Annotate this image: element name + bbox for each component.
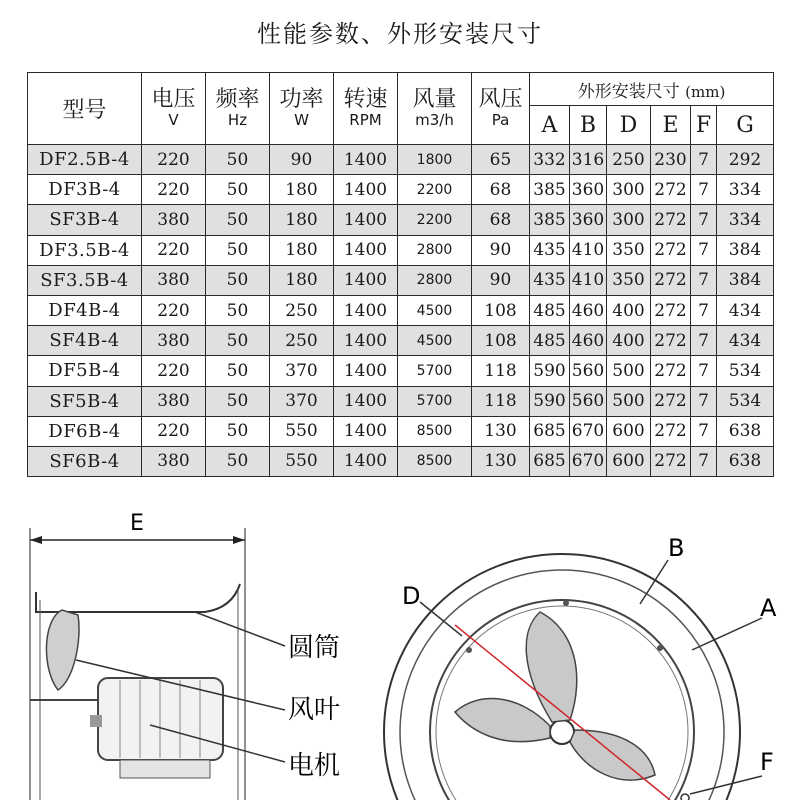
cell-pa: 108 (472, 295, 530, 325)
cell-g: 434 (717, 326, 774, 356)
table-row (28, 295, 774, 325)
cell-d: 350 (607, 265, 651, 295)
label-a: A (760, 594, 777, 622)
cell-model: DF5B-4 (28, 356, 142, 386)
installation-diagram (0, 500, 800, 800)
cell-d: 500 (607, 386, 651, 416)
cell-flow: 8500 (398, 446, 472, 476)
cell-flow: 4500 (398, 326, 472, 356)
cell-hz: 50 (206, 175, 270, 205)
cell-g: 384 (717, 265, 774, 295)
cell-f: 7 (691, 326, 717, 356)
table-row (28, 235, 774, 265)
cell-e: 230 (651, 145, 691, 175)
front-view (384, 534, 777, 800)
cell-w: 370 (270, 356, 334, 386)
header-frequency: 频率 Hz (206, 73, 270, 145)
cell-rpm: 1400 (334, 265, 398, 295)
cell-f: 7 (691, 175, 717, 205)
cell-hz: 50 (206, 205, 270, 235)
cell-rpm: 1400 (334, 326, 398, 356)
cell-hz: 50 (206, 265, 270, 295)
cell-pa: 90 (472, 235, 530, 265)
cell-model: SF3.5B-4 (28, 265, 142, 295)
cell-w: 250 (270, 326, 334, 356)
cell-e: 272 (651, 265, 691, 295)
cell-flow: 2800 (398, 265, 472, 295)
cell-w: 180 (270, 205, 334, 235)
table-row (28, 145, 774, 175)
label-blade: 风叶 (288, 695, 341, 725)
cell-d: 250 (607, 145, 651, 175)
cell-a: 435 (530, 235, 570, 265)
cell-d: 300 (607, 205, 651, 235)
cell-a: 435 (530, 265, 570, 295)
table-row (28, 416, 774, 446)
cell-model: DF2.5B-4 (28, 145, 142, 175)
cell-f: 7 (691, 356, 717, 386)
cell-w: 550 (270, 446, 334, 476)
cell-v: 220 (142, 145, 206, 175)
cell-model: SF3B-4 (28, 205, 142, 235)
cell-flow: 2200 (398, 205, 472, 235)
cell-hz: 50 (206, 145, 270, 175)
cell-hz: 50 (206, 235, 270, 265)
cell-e: 272 (651, 446, 691, 476)
cell-w: 90 (270, 145, 334, 175)
header-dimensions: 外形安装尺寸 (mm) (530, 73, 774, 106)
cell-a: 685 (530, 416, 570, 446)
cell-f: 7 (691, 446, 717, 476)
cell-b: 670 (570, 446, 607, 476)
header-airflow: 风量 m3/h (398, 73, 472, 145)
table-row (28, 175, 774, 205)
cell-pa: 68 (472, 175, 530, 205)
table-row (28, 205, 774, 235)
cell-g: 638 (717, 416, 774, 446)
cell-g: 534 (717, 356, 774, 386)
cell-v: 380 (142, 326, 206, 356)
cell-b: 560 (570, 386, 607, 416)
cell-d: 600 (607, 446, 651, 476)
cell-f: 7 (691, 386, 717, 416)
cell-rpm: 1400 (334, 235, 398, 265)
header-dim-b: B (570, 106, 607, 145)
cell-b: 460 (570, 326, 607, 356)
cell-model: DF3B-4 (28, 175, 142, 205)
cell-d: 350 (607, 235, 651, 265)
label-d: D (402, 582, 421, 610)
cell-a: 485 (530, 295, 570, 325)
cell-b: 410 (570, 235, 607, 265)
cell-rpm: 1400 (334, 295, 398, 325)
cell-f: 7 (691, 145, 717, 175)
cell-g: 292 (717, 145, 774, 175)
cell-hz: 50 (206, 356, 270, 386)
label-motor: 电机 (288, 751, 341, 781)
cell-rpm: 1400 (334, 386, 398, 416)
cell-a: 590 (530, 386, 570, 416)
header-dim-d: D (607, 106, 651, 145)
cell-b: 360 (570, 175, 607, 205)
cell-w: 180 (270, 265, 334, 295)
cell-f: 7 (691, 416, 717, 446)
cell-d: 300 (607, 175, 651, 205)
cell-model: SF4B-4 (28, 326, 142, 356)
cell-f: 7 (691, 295, 717, 325)
cell-e: 272 (651, 416, 691, 446)
cell-flow: 5700 (398, 356, 472, 386)
header-model: 型号 (28, 73, 142, 145)
cell-pa: 130 (472, 416, 530, 446)
cell-v: 380 (142, 265, 206, 295)
cell-e: 272 (651, 326, 691, 356)
cell-d: 400 (607, 326, 651, 356)
cell-model: SF6B-4 (28, 446, 142, 476)
cell-flow: 1800 (398, 145, 472, 175)
cell-pa: 65 (472, 145, 530, 175)
header-dim-e: E (651, 106, 691, 145)
cell-b: 560 (570, 356, 607, 386)
cell-v: 380 (142, 446, 206, 476)
cell-g: 434 (717, 295, 774, 325)
cell-f: 7 (691, 205, 717, 235)
cell-rpm: 1400 (334, 416, 398, 446)
header-speed: 转速 RPM (334, 73, 398, 145)
cell-b: 410 (570, 265, 607, 295)
cell-b: 460 (570, 295, 607, 325)
cell-w: 180 (270, 235, 334, 265)
dim-e-label: E (130, 511, 144, 536)
cell-flow: 4500 (398, 295, 472, 325)
cell-pa: 90 (472, 265, 530, 295)
cell-e: 272 (651, 175, 691, 205)
cell-a: 385 (530, 175, 570, 205)
cell-b: 316 (570, 145, 607, 175)
cell-rpm: 1400 (334, 356, 398, 386)
cell-flow: 2800 (398, 235, 472, 265)
table-row (28, 446, 774, 476)
cell-a: 332 (530, 145, 570, 175)
cell-e: 272 (651, 356, 691, 386)
cell-g: 638 (717, 446, 774, 476)
cell-hz: 50 (206, 446, 270, 476)
cell-pa: 118 (472, 356, 530, 386)
cell-model: DF3.5B-4 (28, 235, 142, 265)
header-dim-f: F (691, 106, 717, 145)
cell-g: 384 (717, 235, 774, 265)
cell-d: 500 (607, 356, 651, 386)
cell-hz: 50 (206, 386, 270, 416)
cell-a: 485 (530, 326, 570, 356)
cell-e: 272 (651, 235, 691, 265)
cell-b: 670 (570, 416, 607, 446)
label-f: F (760, 748, 774, 776)
cell-w: 180 (270, 175, 334, 205)
cell-flow: 2200 (398, 175, 472, 205)
cell-e: 272 (651, 295, 691, 325)
cell-rpm: 1400 (334, 446, 398, 476)
cell-v: 220 (142, 175, 206, 205)
cell-rpm: 1400 (334, 205, 398, 235)
cell-v: 220 (142, 356, 206, 386)
cell-w: 550 (270, 416, 334, 446)
cell-v: 380 (142, 386, 206, 416)
table-row (28, 265, 774, 295)
cell-f: 7 (691, 265, 717, 295)
table-row (28, 326, 774, 356)
cell-g: 334 (717, 175, 774, 205)
cell-v: 220 (142, 295, 206, 325)
cell-pa: 130 (472, 446, 530, 476)
header-dim-a: A (530, 106, 570, 145)
cell-pa: 118 (472, 386, 530, 416)
cell-a: 590 (530, 356, 570, 386)
cell-hz: 50 (206, 295, 270, 325)
cell-model: DF6B-4 (28, 416, 142, 446)
cell-g: 334 (717, 205, 774, 235)
cell-d: 600 (607, 416, 651, 446)
cell-a: 385 (530, 205, 570, 235)
cell-pa: 68 (472, 205, 530, 235)
cell-flow: 8500 (398, 416, 472, 446)
cell-model: DF4B-4 (28, 295, 142, 325)
cell-hz: 50 (206, 416, 270, 446)
cell-flow: 5700 (398, 386, 472, 416)
cell-e: 272 (651, 386, 691, 416)
header-voltage: 电压 V (142, 73, 206, 145)
cell-rpm: 1400 (334, 145, 398, 175)
cell-b: 360 (570, 205, 607, 235)
side-view (30, 511, 340, 800)
cell-e: 272 (651, 205, 691, 235)
header-power: 功率 W (270, 73, 334, 145)
cell-w: 250 (270, 295, 334, 325)
cell-rpm: 1400 (334, 175, 398, 205)
cell-g: 534 (717, 386, 774, 416)
cell-a: 685 (530, 446, 570, 476)
cell-pa: 108 (472, 326, 530, 356)
cell-d: 400 (607, 295, 651, 325)
header-dim-g: G (717, 106, 774, 145)
label-cylinder: 圆筒 (288, 633, 341, 663)
page-title: 性能参数、外形安装尺寸 (257, 20, 543, 48)
spec-table (27, 72, 774, 477)
cell-v: 380 (142, 205, 206, 235)
cell-hz: 50 (206, 326, 270, 356)
cell-w: 370 (270, 386, 334, 416)
label-b: B (668, 534, 685, 562)
cell-model: SF5B-4 (28, 386, 142, 416)
cell-v: 220 (142, 416, 206, 446)
header-pressure: 风压 Pa (472, 73, 530, 145)
cell-f: 7 (691, 235, 717, 265)
table-row (28, 386, 774, 416)
cell-v: 220 (142, 235, 206, 265)
table-row (28, 356, 774, 386)
